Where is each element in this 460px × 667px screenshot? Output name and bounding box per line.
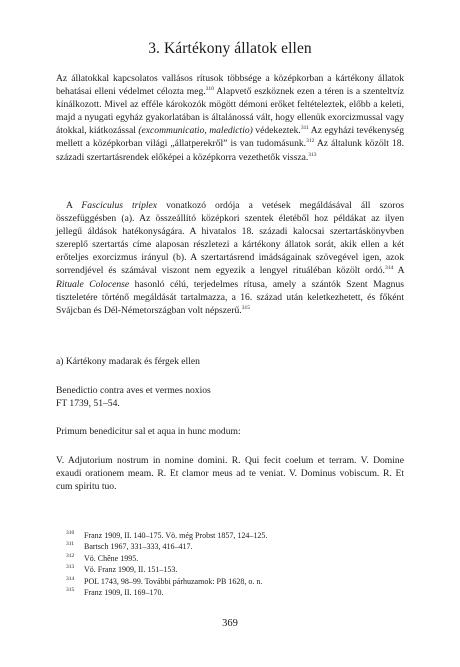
footnote-ref: 310 xyxy=(205,85,214,92)
page-number: 369 xyxy=(222,618,238,629)
primum-line: Primum benedicitur sal et aqua in hunc modum: xyxy=(56,426,241,437)
footnote-number: 314 xyxy=(66,575,75,582)
footnote-ref: 311 xyxy=(300,125,309,132)
footnote xyxy=(56,564,404,575)
footnote-text: Vö. Franz 1909, II. 151–153. xyxy=(84,565,178,575)
intro-paragraph xyxy=(56,72,404,164)
text-run: védekeztek. xyxy=(252,125,301,137)
footnote-ref: 313 xyxy=(308,151,317,158)
footnote-text: Franz 1909, II. 169–170. xyxy=(84,587,164,597)
footnote-ref: 314 xyxy=(384,265,394,272)
footnote xyxy=(56,553,404,564)
footnote-text: Bartsch 1967, 331–333, 416–417. xyxy=(84,542,193,552)
footnote-ref: 315 xyxy=(241,304,250,311)
footnote xyxy=(56,530,404,541)
footnote-number: 312 xyxy=(66,552,75,559)
footnote xyxy=(56,576,404,587)
text-run: Az általunk közölt 18. századi szertartásrendek előképei a középkorra vezethetők vissza. xyxy=(56,138,404,163)
text-run: vonatkozó ordója a vetések megáldásával áll szoros összefüggésben (a). Az összeállító középkori szentek életéből hoz példákat az ilyen jellegű áldások hatékonyságára. A hivatalos 18. századi kalocsai szertartáskönyvben szereplő szertartás címe alaposan részletezi a kártékony állatok sorát, akik ellen a két erőteljes exorcizmus irányul (b). A szertartásrend imádságainak szövegével igen, azok sorrendjével és számával viszont nem egyezik a lengyel rituáléban közölt ordó. xyxy=(56,200,404,277)
footnote-text: POL 1743, 98–99. További párhuzamok: PB 1628, o. n. xyxy=(84,576,263,586)
footnote-text: Franz 1909, II. 140–175. Vö. még Probst 1857, 124–125. xyxy=(84,531,268,540)
text-run: hasonló célú, terjedelmes rítusa, amely a szántók Szent Magnus tiszteletére történő megáldását tartalmazza, a 16. század után keletkezhetett, és főként Svájcban és Dél-Németországban volt népszerű. xyxy=(56,278,404,316)
text-run: Az egyházi tevékenység mellett a középkorban világi „állatperekről” is van tudomásunk. xyxy=(56,125,404,150)
footnote-number: 315 xyxy=(66,586,75,593)
footnote-text: Vö. Chêne 1995. xyxy=(84,553,139,563)
italic-text: (excommunicatio, maledictio) xyxy=(138,125,253,137)
versicles-paragraph: V. Adjutorium nostrum in nomine domini. R. Qui fecit coelum et terram. V. Domine exaudi orationem meam. R. Et clamor meus ad te veniat. V. Dominus vobiscum. R. Et cum spiritu tuo. xyxy=(56,455,404,493)
section-heading: a) Kártékony madarak és férgek ellen xyxy=(56,356,200,367)
chapter-title: 3. Kártékony állatok ellen xyxy=(148,40,312,57)
footnote-number: 310 xyxy=(66,530,75,536)
text-run: Az állatokkal kapcsolatos vallásos rítusok többsége a középkorban a kártékony állatok behatásai elleni védelmet célozta meg. xyxy=(56,73,404,98)
italic-text: Rituale Colocense xyxy=(56,278,130,290)
footnote-ref: 312 xyxy=(306,138,315,145)
footnote xyxy=(56,587,404,598)
footnotes xyxy=(56,530,404,598)
benedictio-source: FT 1739, 51–54. xyxy=(56,398,120,410)
footnote xyxy=(56,541,404,552)
benedictio-block xyxy=(56,384,404,410)
footnote-number: 313 xyxy=(66,564,75,571)
text-run: Alapvető eszköznek ezen a téren is a szenteltvíz kínálkozott. Mivel az efféle károkozók mögött démoni erőket feltételeztek, előbb a keleti, majd a nyugati egyház gyakorlatában is általánossá vált, hogy ellenük exorcizmussal vagy átokkal, kiátkozással xyxy=(56,86,404,137)
benedictio-title: Benedictio contra aves et vermes noxios xyxy=(56,385,211,396)
second-paragraph xyxy=(56,199,404,317)
footnote-number: 311 xyxy=(66,541,75,548)
italic-text: Fasciculus triplex xyxy=(81,200,158,211)
text-run: A xyxy=(393,265,404,277)
text-run: A xyxy=(66,200,82,211)
